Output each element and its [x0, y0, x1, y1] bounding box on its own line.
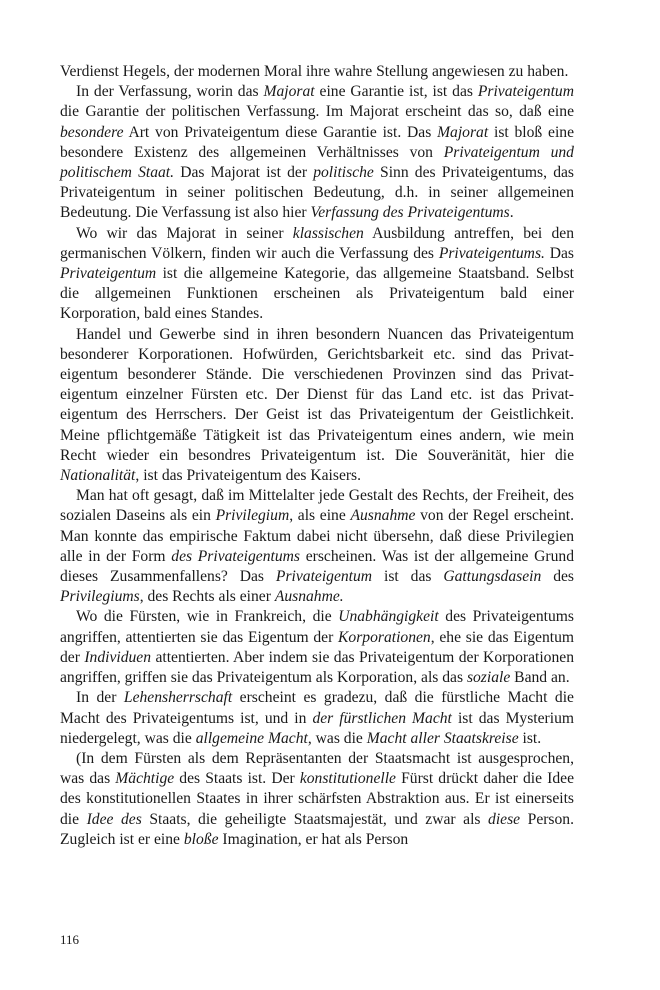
emphasis: klassischen — [292, 224, 364, 242]
page-number: 116 — [60, 932, 80, 947]
paragraph: In der Lehensherrschaft erscheint es gradezu, daß die fürstliche Macht die Macht des Privateigentums ist, und in der fürstlichen Macht ist das Mysterium niedergelegt, was die allgemeine Macht, was die Macht aller Staatskreise ist. — [60, 689, 575, 747]
page-body — [60, 62, 574, 850]
emphasis: konstitutionelle — [299, 770, 396, 788]
paragraph: In der Verfassung, worin das Majorat eine Garantie ist, ist das Privateigentum die Garantie der politischen Verfassung. Im Majorat erscheint das so, daß eine besondere Art von Privateigentum diese Garantie ist. Das Majorat ist bloß eine besondere Existenz des allgemeinen Verhältnisses von Privateigentum und politischem Staat. Das Majorat ist der politische Sinn des Privateigentums, das Privateigentum in seiner politischen Bedeutung, d.h. in seiner allgemeinen Bedeutung. Die Verfassung ist also hier Verfassung des Privateigentums. — [60, 83, 574, 222]
emphasis: Ausnahme. — [274, 588, 344, 606]
paragraph: Wo wir das Majorat in seiner klassischen Ausbildung antreffen, bei den germanischen Völkern, finden wir auch die Verfassung des Privateigentums. Das Privateigentum ist die allgemeine Kategorie, das allgemeine Staatsband. Selbst die allgemeinen Funktionen erscheinen als Privateigentum bald einer Korporation, bald eines Standes. — [60, 224, 574, 323]
emphasis: Majorat — [437, 123, 489, 141]
emphasis: Gattungsdasein — [443, 568, 542, 586]
paragraph: (In dem Fürsten als dem Repräsentanten der Staatsmacht ist ausgesprochen, was das Mächtige des Staats ist. Der konstitutionelle Fürst drückt daher die Idee des konstitutionellen Staates in ihrer schärfsten Abstraktion aus. Er ist einerseits die Idee des Staats, die geheiligte Staatsmajestät, und zwar als diese Person. Zugleich ist er eine bloße Imagination, er hat als Person — [60, 749, 574, 848]
emphasis: Mächtige — [115, 770, 175, 788]
emphasis: Privilegiums — [60, 588, 140, 606]
emphasis: allgemeine Macht — [195, 729, 308, 747]
emphasis: Idee des — [86, 810, 142, 828]
emphasis: Nationalität — [60, 467, 136, 485]
emphasis: Majorat — [263, 83, 315, 101]
emphasis: soziale — [466, 669, 511, 687]
emphasis: Individuen — [84, 648, 152, 666]
emphasis: politische — [313, 164, 374, 182]
emphasis: Privateigentum und politischem Staat. — [60, 143, 574, 182]
emphasis: der fürstlichen Macht — [312, 709, 452, 727]
paragraph: Handel und Gewerbe sind in ihren besondern Nuancen das Privateigentum besonderer Korporationen. Hofwürden, Gerichtsbarkeit etc. sind das Privateigentum besonderer Stände. Die verschiedenen Provinzen sind das Privateigentum einzelner Fürsten etc. Der Dienst für das Land etc. ist das Privateigentum des Herrschers. Der Geist ist das Privateigentum der Geistlichkeit. Meine pflichtgemäße Tätigkeit ist das Privateigentum eines andern, wie mein Recht wieder ein besondres Privateigentum ist. Die Souveränität, hier die Nationalität, ist das Privateigentum des Kaisers. — [60, 325, 574, 485]
emphasis: Ausnahme — [350, 507, 416, 525]
emphasis: des Privateigentums — [171, 547, 300, 565]
emphasis: Privateigentum — [60, 265, 157, 283]
emphasis: Korporationen — [338, 628, 431, 646]
paragraph: Verdienst Hegels, der modernen Moral ihre wahre Stellung angewiesen zu haben. — [60, 63, 569, 80]
emphasis: Macht aller Staatskreise — [366, 729, 519, 747]
emphasis: Unabhängigkeit — [338, 608, 439, 626]
emphasis: Verfassung des Privateigentums — [310, 204, 510, 222]
paragraph: Wo die Fürsten, wie in Frankreich, die Unabhängigkeit des Privateigentums angriffen, attentierten sie das Eigentum der Korporationen, ehe sie das Eigentum der Individuen attentierten. Aber indem sie das Privateigentum der Korporationen angriffen, griffen sie das Privateigentum als Korporation, als das soziale Band an. — [60, 608, 574, 687]
emphasis: Privateigentums. — [438, 244, 545, 262]
emphasis: Privilegium — [215, 507, 290, 525]
emphasis: besondere — [60, 123, 124, 141]
emphasis: diese — [488, 810, 521, 828]
emphasis: Privateigentum — [275, 568, 373, 586]
emphasis: bloße — [183, 830, 219, 848]
emphasis: Privateigentum — [477, 83, 574, 101]
paragraph: Man hat oft gesagt, daß im Mittelalter jede Gestalt des Rechts, der Freiheit, des sozialen Daseins als ein Privilegium, als eine Ausnahme von der Regel erscheint. Man konnte das empirische Faktum dabei nicht übersehn, daß diese Privilegien alle in der Form des Privateigentums erscheinen. Was ist der allgemeine Grund dieses Zusammenfallens? Das Privateigentum ist das Gattungsdasein des Privilegiums, des Rechts als einer Ausnahme. — [60, 487, 575, 606]
emphasis: Lehensherrschaft — [123, 689, 233, 707]
